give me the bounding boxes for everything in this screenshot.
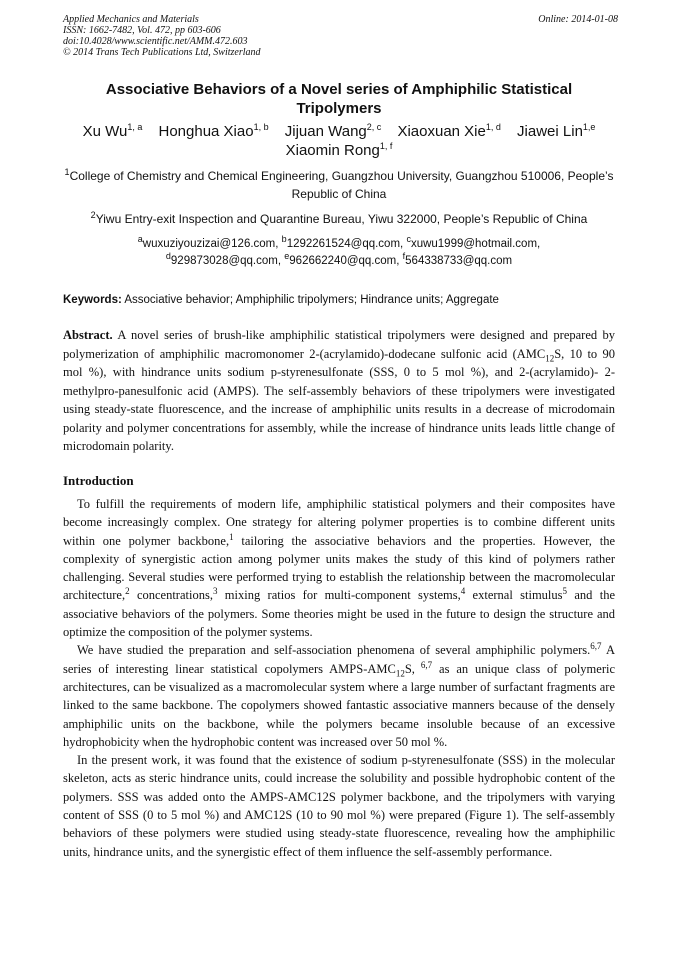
issn-line: ISSN: 1662-7482, Vol. 472, pp 603-606 — [63, 25, 221, 36]
abstract: Abstract. A novel series of brush-like amphiphilic statistical tripolymers were designed and prepared by polymerization of amphiphilic macromonomer 2-(acrylamido)-dodecane sulfonic acid ($AMC_{12}S$, 10 to 90 mol %), with hindrance units sodium p-styrenesulfonate (SSS, 0 to 5 mol %), and 2-(acrylamido)- 2-methylpro-panesulfonic acid (AMPS). The self-assembly behaviors of these tripolymers were investigated using steady-state fluorescence, and the increase of amphiphilic units results in a decrease of microdomain polarity and polymer concentrations for assembly, while the increase of hindrance units leads little change of microdomain polarity. — [63, 328, 616, 453]
author: Xu Wu$^{1, a}$ — [82, 122, 143, 140]
journal-name: Applied Mechanics and Materials — [63, 14, 199, 25]
email[interactable]: $^a$wuxuziyouzizai@126.com, — [137, 234, 279, 250]
abstract-label: Abstract. — [63, 328, 113, 342]
doi-line: doi:10.4028/www.scientific.net/AMM.472.603 — [63, 36, 248, 47]
affiliation-2: $^2$Yiwu Entry-exit Inspection and Quarantine Bureau, Yiwu 322000, People’s Republic of China — [90, 210, 588, 226]
email[interactable]: $^b$1292261524@qq.com, — [281, 234, 404, 250]
email-list — [63, 236, 615, 270]
journal-header — [63, 14, 618, 58]
keywords — [63, 293, 618, 307]
online-date: Online: 2014-01-08 — [538, 14, 618, 25]
email[interactable]: $^c$xuwu1999@hotmail.com, — [406, 234, 541, 250]
introduction-body — [63, 495, 615, 861]
paragraph: In the present work, it was found that the existence of sodium p-styrenesulfonate (SSS) in the molecular skeleton, acts as steric hindrance units, could increase the solubility and possible hydrophobic content of the polymers. SSS was added onto the AMPS-AMC12S polymer backbone, and the tripolymers with varying content of SSS (0 to 5 mol %) and AMC12S (10 to 90 mol %) were prepared (Figure 1). The self-assembly behaviors of these polymers were studied using steady-state fluorescence, revealing how the amphiphilic units, hindrance units, and the synergistic effect of them influence the self-assembly performance. — [63, 753, 615, 859]
paragraph: We have studied the preparation and self-association phenomena of several amphiphilic polymers.$^{6,7}$ A series of interesting linear statistical copolymers AMPS-$AMC_{12}S$, $^{6,7}$ as an unique class of polymeric architectures, can be visualized as a macromolecular system where a large number of surfactant fragments are linked to the same backbone. The copolymers showed fantastic associative manners because of the densely amphiphilic units on the backbone, while the polymers became insoluble because of an excessive hydrophobicity when the hydrophobic content was increased over 50 mol %. — [63, 641, 616, 749]
author: Jiawei Lin$^{1,e}$ — [517, 122, 596, 140]
email[interactable]: $^e$962662240@qq.com, — [284, 251, 400, 267]
affiliation-1: $^1$College of Chemistry and Chemical Engineering, Guangzhou University, Guangzhou 510006, People’s Republic of China — [64, 167, 614, 201]
copyright-line: © 2014 Trans Tech Publications Ltd, Switzerland — [63, 47, 261, 58]
paper-title: Associative Behaviors of a Novel series of Amphiphilic Statistical Tripolymers — [105, 81, 573, 117]
paragraph: To fulfill the requirements of modern life, amphiphilic statistical polymers and their composites have become increasingly complex. One strategy for altering polymer properties is to combine different units within one polymer backbone,$^1$ tailoring the associative behaviors and the properties. However, the complexity of synergistic action among polymer units makes the study of this kind of polymers rather challenging. Several studies were performed trying to establish the relationship between the macromolecular architecture,$^2$ concentrations,$^3$ mixing ratios for multi-component systems,$^4$ external stimulus$^5$ and the associative behaviors of the polymers. Some theories might be used in the future to design the structure and optimize the composition of the polymer systems. — [63, 497, 616, 640]
author-list — [63, 122, 615, 160]
author: Jijuan Wang$^{2, c}$ — [284, 122, 382, 140]
email[interactable]: $^d$929873028@qq.com, — [165, 251, 282, 267]
author: Honghua Xiao$^{1, b}$ — [158, 122, 269, 140]
author: Xiaomin Rong$^{1, f}$ — [285, 141, 393, 159]
email[interactable]: $^f$564338733@qq.com — [402, 251, 513, 267]
keywords-label: Keywords: — [63, 294, 122, 306]
keywords-text: Associative behavior; Amphiphilic tripolymers; Hindrance units; Aggregate — [124, 294, 499, 306]
author: Xiaoxuan Xie$^{1, d}$ — [397, 122, 501, 140]
section-heading: Introduction — [63, 473, 134, 488]
